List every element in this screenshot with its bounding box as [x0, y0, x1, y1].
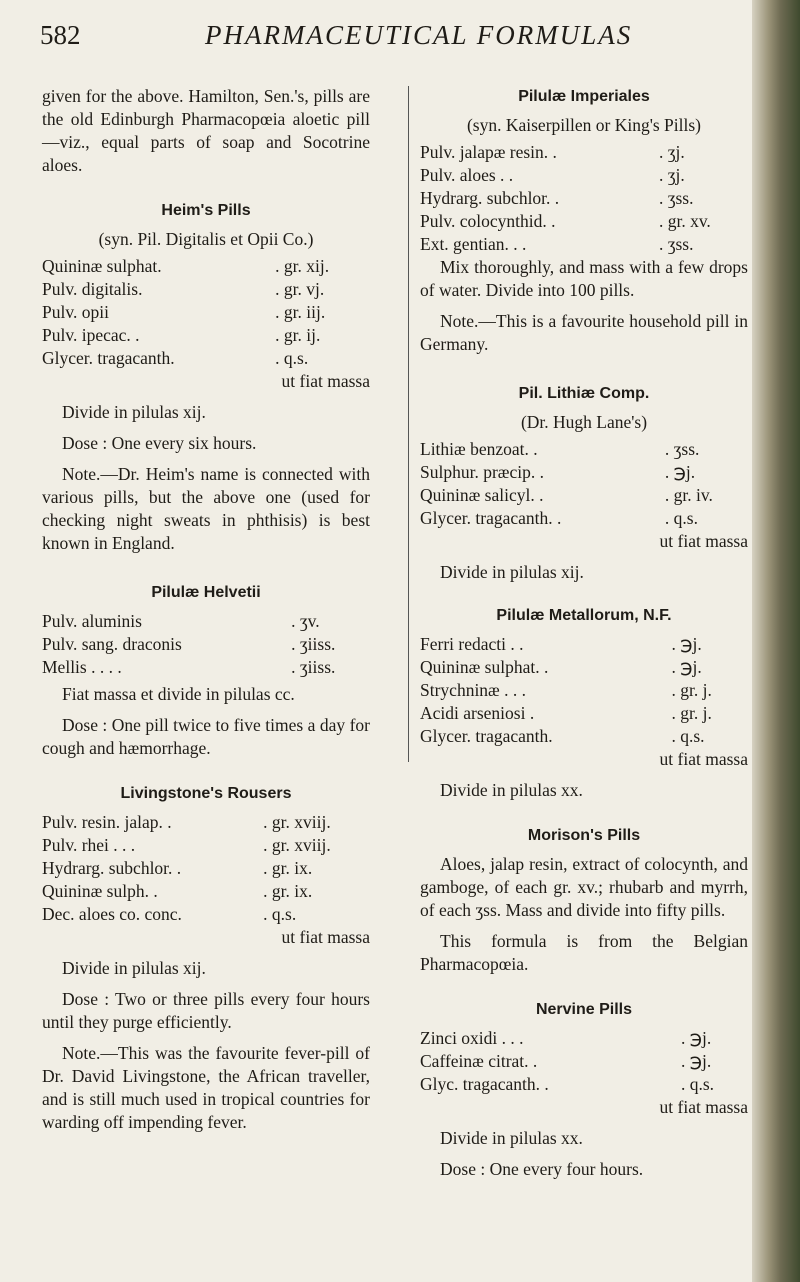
ingredient: Pulv. resin. jalap. .: [42, 812, 172, 832]
ingredient: Glycer. tragacanth.: [42, 348, 175, 368]
recipe-row: [420, 1050, 748, 1073]
quantity: . q.s.: [680, 1074, 715, 1094]
livingstone-heading: Livingstone's Rousers: [120, 785, 292, 802]
lithiae-divide: Divide in pilulas xij.: [440, 562, 584, 582]
quantity: . gr. ix.: [263, 881, 313, 901]
nervine-dose: Dose : One every four hours.: [440, 1159, 644, 1179]
heim-dose: Dose : One every six hours.: [62, 433, 257, 453]
recipe-row: [42, 324, 370, 347]
morison-text: Aloes, jalap resin, extract of colocynth, and gamboge, of each gr. xv.; rhubarb and myrrh, of each ʒss. Mass and divide into fifty pills.: [420, 854, 748, 920]
quantity: . ʒss.: [658, 188, 694, 208]
imperiales-heading: Pilulæ Imperiales: [518, 88, 650, 105]
ingredient: Quininæ sulphat.: [42, 256, 162, 276]
recipe-row: [420, 507, 748, 530]
ingredient: Pulv. aluminis: [42, 611, 142, 631]
helvetii-recipe: [42, 610, 370, 679]
recipe-row: [42, 278, 370, 301]
ingredient: Zinci oxidi . . .: [420, 1028, 524, 1048]
quantity: . gr. iij.: [275, 302, 326, 322]
recipe-row: [420, 656, 748, 679]
ingredient: Pulv. colocynthid. .: [420, 211, 556, 231]
quantity: . gr. ix.: [263, 858, 313, 878]
imperiales-recipe: [420, 141, 748, 256]
nervine-recipe: [420, 1027, 748, 1096]
page-edge-binding: [752, 0, 800, 1282]
recipe-row: [420, 187, 748, 210]
recipe-row: [42, 880, 370, 903]
recipe-row: [420, 141, 748, 164]
intro-paragraph: given for the above. Hamilton, Sen.'s, pills are the old Edinburgh Pharmacopœia aloetic pill—viz., equal parts of soap and Socotrine aloes.: [42, 86, 370, 175]
ingredient: Pulv. digitalis.: [42, 279, 143, 299]
quantity: . ʒj.: [658, 165, 685, 185]
quantity: . gr. vj.: [275, 279, 325, 299]
recipe-row: [420, 1073, 748, 1096]
recipe-row: [420, 725, 748, 748]
ingredient: Glyc. tragacanth. .: [420, 1074, 549, 1094]
quantity: . ʒj.: [658, 142, 685, 162]
recipe-row: [420, 164, 748, 187]
ingredient: Hydrarg. subchlor. .: [42, 858, 182, 878]
recipe-row: [420, 438, 748, 461]
ingredient: Quininæ sulph. .: [42, 881, 158, 901]
ingredient: Quininæ sulphat. .: [420, 657, 549, 677]
recipe-row: [42, 656, 370, 679]
ingredient: Pulv. aloes . .: [420, 165, 514, 185]
recipe-row: [420, 679, 748, 702]
recipe-row: [42, 811, 370, 834]
ingredient: Ext. gentian. . .: [420, 234, 527, 254]
ingredient: Glycer. tragacanth. .: [420, 508, 562, 528]
quantity: . ℈j.: [671, 634, 702, 654]
recipe-row: [420, 233, 748, 256]
quantity: . gr. xij.: [275, 256, 330, 276]
metallorum-divide: Divide in pilulas xx.: [440, 780, 583, 800]
heim-ut-fiat: ut fiat massa: [281, 371, 370, 391]
quantity: . gr. j.: [671, 680, 712, 700]
running-title: PHARMACEUTICAL FORMULAS: [205, 20, 633, 50]
quantity: . ℈j.: [680, 1051, 712, 1071]
imperiales-synonym: (syn. Kaiserpillen or King's Pills): [466, 115, 702, 135]
ingredient: Lithiæ benzoat. .: [420, 439, 538, 459]
quantity: . gr. xviij.: [263, 812, 331, 832]
quantity: . ℈j.: [680, 1028, 712, 1048]
metallorum-recipe: [420, 633, 748, 748]
imperiales-mix: Mix thoroughly, and mass with a few drops of water. Divide into 100 pills.: [420, 257, 748, 300]
heim-heading: Heim's Pills: [161, 202, 251, 219]
ingredient: Dec. aloes co. conc.: [42, 904, 182, 924]
recipe-row: [42, 903, 370, 926]
ingredient: Pulv. opii: [42, 302, 109, 322]
metallorum-ut-fiat: ut fiat massa: [659, 749, 748, 769]
recipe-row: [420, 484, 748, 507]
lithiae-heading: Pil. Lithiæ Comp.: [518, 385, 650, 402]
column-divider: [408, 86, 409, 762]
recipe-row: [42, 633, 370, 656]
ingredient: Ferri redacti . .: [420, 634, 524, 654]
page-number: 582: [40, 20, 81, 50]
ingredient: Caffeinæ citrat. .: [420, 1051, 538, 1071]
quantity: . ℈j.: [664, 462, 696, 482]
ingredient: Pulv. jalapæ resin. .: [420, 142, 557, 162]
quantity: . ʒv.: [291, 611, 320, 631]
helvetii-fiat: Fiat massa et divide in pilulas cc.: [62, 684, 295, 704]
quantity: . q.s.: [275, 348, 309, 368]
ingredient: Glycer. tragacanth.: [420, 726, 553, 746]
lithiae-recipe: [420, 438, 748, 530]
quantity: . gr. xviij.: [263, 835, 331, 855]
ingredient: Acidi arseniosi .: [420, 703, 535, 723]
morison-heading: Morison's Pills: [527, 827, 641, 844]
ingredient: Sulphur. præcip. .: [420, 462, 544, 482]
quantity: . ʒss.: [664, 439, 700, 459]
quantity: . q.s.: [671, 726, 705, 746]
quantity: . gr. j.: [671, 703, 712, 723]
recipe-row: [42, 857, 370, 880]
recipe-row: [420, 210, 748, 233]
recipe-row: [420, 633, 748, 656]
recipe-row: [42, 347, 370, 370]
lithiae-attribution: (Dr. Hugh Lane's): [520, 412, 648, 432]
quantity: . ʒss.: [658, 234, 694, 254]
recipe-row: [42, 301, 370, 324]
page-header: [40, 20, 740, 60]
left-column: [42, 85, 370, 1142]
quantity: . q.s.: [664, 508, 698, 528]
nervine-heading: Nervine Pills: [535, 1001, 633, 1018]
ingredient: Quininæ salicyl. .: [420, 485, 544, 505]
recipe-row: [42, 834, 370, 857]
heim-synonym: (syn. Pil. Digitalis et Opii Co.): [98, 229, 314, 249]
nervine-ut-fiat: ut fiat massa: [659, 1097, 748, 1117]
heim-recipe: [42, 255, 370, 370]
helvetii-heading: Pilulæ Helvetii: [151, 584, 261, 601]
recipe-row: [420, 1027, 748, 1050]
quantity: . gr. ij.: [275, 325, 321, 345]
livingstone-dose: Dose : Two or three pills every four hours until they purge efficiently.: [42, 989, 370, 1032]
livingstone-divide: Divide in pilulas xij.: [62, 958, 206, 978]
lithiae-ut-fiat: ut fiat massa: [659, 531, 748, 551]
ingredient: Hydrarg. subchlor. .: [420, 188, 560, 208]
ingredient: Pulv. sang. draconis: [42, 634, 182, 654]
quantity: . gr. iv.: [664, 485, 713, 505]
ingredient: Strychninæ . . .: [420, 680, 526, 700]
heim-divide: Divide in pilulas xij.: [62, 402, 206, 422]
quantity: . ʒiiss.: [291, 634, 336, 654]
helvetii-dose: Dose : One pill twice to five times a day for cough and hæmorrhage.: [42, 715, 370, 758]
quantity: . gr. xv.: [658, 211, 711, 231]
recipe-row: [42, 255, 370, 278]
nervine-divide: Divide in pilulas xx.: [440, 1128, 583, 1148]
ingredient: Mellis . . . .: [42, 657, 122, 677]
recipe-row: [420, 461, 748, 484]
quantity: . q.s.: [263, 904, 297, 924]
livingstone-note: Note.—This was the favourite fever-pill of Dr. David Livingstone, the African traveller, and is still much used in tropical countries for warding off impending fever.: [42, 1043, 370, 1132]
recipe-row: [42, 610, 370, 633]
right-column: [420, 85, 748, 1189]
imperiales-note: Note.—This is a favourite household pill in Germany.: [420, 311, 748, 354]
morison-formula-note: This formula is from the Belgian Pharmacopœia.: [420, 931, 748, 974]
ingredient: Pulv. rhei . . .: [42, 835, 136, 855]
recipe-row: [420, 702, 748, 725]
quantity: . ʒiiss.: [291, 657, 336, 677]
livingstone-ut-fiat: ut fiat massa: [281, 927, 370, 947]
quantity: . ℈j.: [671, 657, 702, 677]
livingstone-recipe: [42, 811, 370, 926]
heim-note: Note.—Dr. Heim's name is connected with various pills, but the above one (used for checking night sweats in phthisis) is best known in England.: [42, 464, 370, 553]
metallorum-heading: Pilulæ Metallorum, N.F.: [496, 607, 672, 624]
ingredient: Pulv. ipecac. .: [42, 325, 140, 345]
